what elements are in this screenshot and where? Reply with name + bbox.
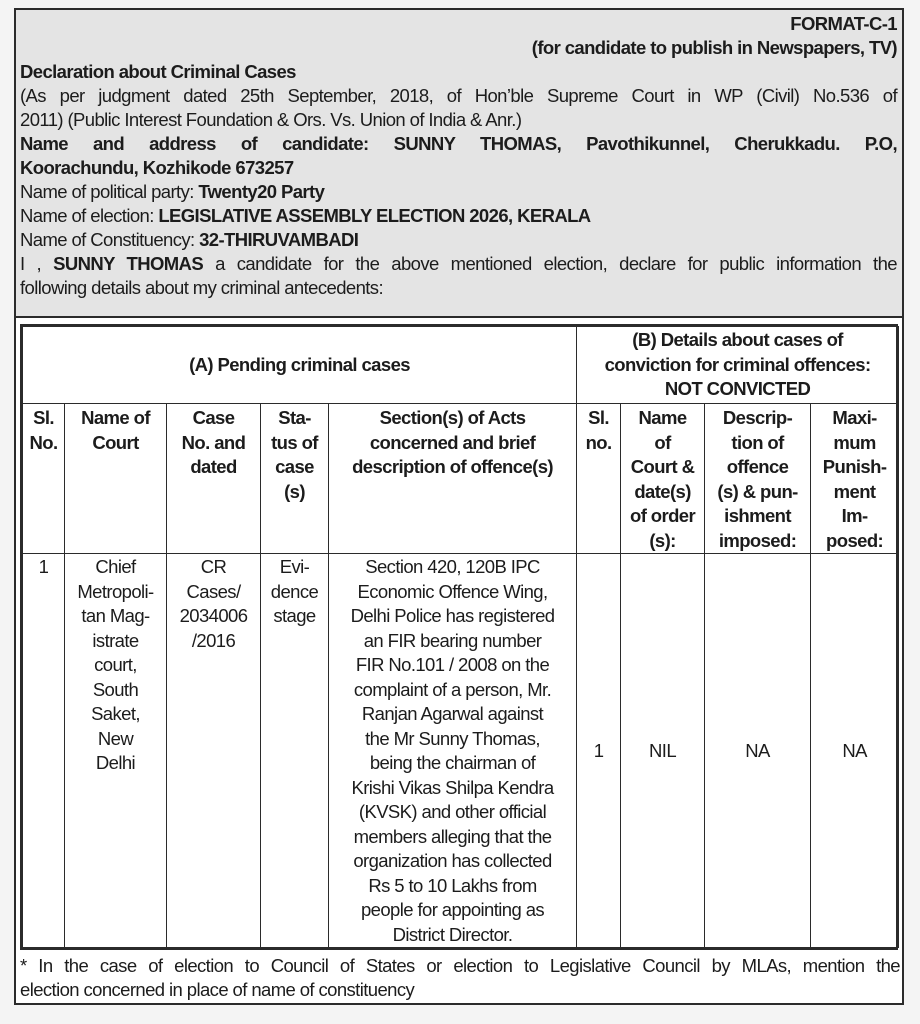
cell-b-max-punishment: NA xyxy=(811,554,899,948)
group-b-heading xyxy=(577,327,899,404)
cell-b-court-date: NIL xyxy=(621,554,705,948)
declare-prefix: I , xyxy=(20,253,42,274)
footnote xyxy=(20,954,900,1002)
col-b-court-date: Name of Court & date(s) of order (s): xyxy=(621,404,705,554)
cell-b-sl-no: 1 xyxy=(577,554,621,948)
col-status: Sta- tus of case (s) xyxy=(261,404,329,554)
cell-b-description: NA xyxy=(705,554,811,948)
election-value: LEGISLATIVE ASSEMBLY ELECTION 2026, KERALA xyxy=(158,205,591,226)
declaration-title: Declaration about Criminal Cases xyxy=(20,61,296,82)
constituency-label: Name of Constituency: xyxy=(20,229,195,250)
cell-case-no: CR Cases/ 2034006 /2016 xyxy=(167,554,261,948)
declare-text: a candidate for the above mentioned election, declare for public information the xyxy=(215,253,897,274)
col-sections: Section(s) of Acts concerned and brief description of offence(s) xyxy=(329,404,577,554)
cell-court: Chief Metropoli- tan Mag- istrate court, South Saket, New Delhi xyxy=(65,554,167,948)
publish-note: (for candidate to publish in Newspapers, TV) xyxy=(531,37,897,58)
group-b-line-3: NOT CONVICTED xyxy=(664,378,811,400)
col-b-max-punishment: Maxi- mum Punish- ment Im- posed: xyxy=(811,404,899,554)
party-line xyxy=(20,180,897,204)
group-b-line-1: (B) Details about cases of xyxy=(632,329,843,351)
judgment-line-2: 2011) (Public Interest Foundation & Ors. Vs. Union of India & Anr.) xyxy=(20,109,522,130)
candidate-address: Koorachundu, Kozhikode 673257 xyxy=(20,157,294,178)
declare-name: SUNNY THOMAS xyxy=(53,253,204,274)
party-value: Twenty20 Party xyxy=(198,181,325,202)
group-a-heading: (A) Pending criminal cases xyxy=(23,327,577,404)
candidate-line-1 xyxy=(20,132,897,156)
criminal-cases-table xyxy=(20,324,898,950)
col-court: Name of Court xyxy=(65,404,167,554)
declare-line-1 xyxy=(20,252,897,276)
footnote-line-1: * In the case of election to Council of States or election to Legislative Council by MLAs, mention the xyxy=(20,955,900,976)
declare-line-2: following details about my criminal antecedents: xyxy=(20,277,383,298)
group-b-line-2: conviction for criminal offences: xyxy=(604,353,871,375)
cell-sections: Section 420, 120B IPC Economic Offence Wing, Delhi Police has registered an FIR bearing number FIR No.101 / 2008 on the complaint of a person, Mr. Ranjan Agarwal against the Mr Sunny Thomas, being the chairman of Krishi Vikas Shilpa Kendra (KVSK) and other official members alleging that the organization has collected Rs 5 to 10 Lakhs from people for appointing as District Director. xyxy=(329,554,577,948)
table-row xyxy=(23,554,899,948)
format-c1-declaration xyxy=(14,8,904,1005)
cell-sl-no: 1 xyxy=(23,554,65,948)
declaration-header xyxy=(16,10,902,318)
col-case-no: Case No. and dated xyxy=(167,404,261,554)
footnote-line-2: election concerned in place of name of constituency xyxy=(20,979,415,1000)
cell-status: Evi- dence stage xyxy=(261,554,329,948)
format-code: FORMAT-C-1 xyxy=(790,13,897,34)
judgment-line-1: (As per judgment dated 25th September, 2018, of Hon’ble Supreme Court in WP (Civil) No.536 of xyxy=(20,85,897,106)
candidate-label: Name and address of candidate: xyxy=(20,133,369,154)
constituency-line xyxy=(20,228,897,252)
party-label: Name of political party: xyxy=(20,181,194,202)
election-line xyxy=(20,204,897,228)
constituency-value: 32-THIRUVAMBADI xyxy=(199,229,359,250)
col-sl-no: Sl. No. xyxy=(23,404,65,554)
candidate-value: SUNNY THOMAS, Pavothikunnel, Cherukkadu. P.O, xyxy=(393,133,897,154)
col-b-description: Descrip- tion of offence (s) & pun- ishment imposed: xyxy=(705,404,811,554)
election-label: Name of election: xyxy=(20,205,154,226)
col-b-sl-no: Sl. no. xyxy=(577,404,621,554)
